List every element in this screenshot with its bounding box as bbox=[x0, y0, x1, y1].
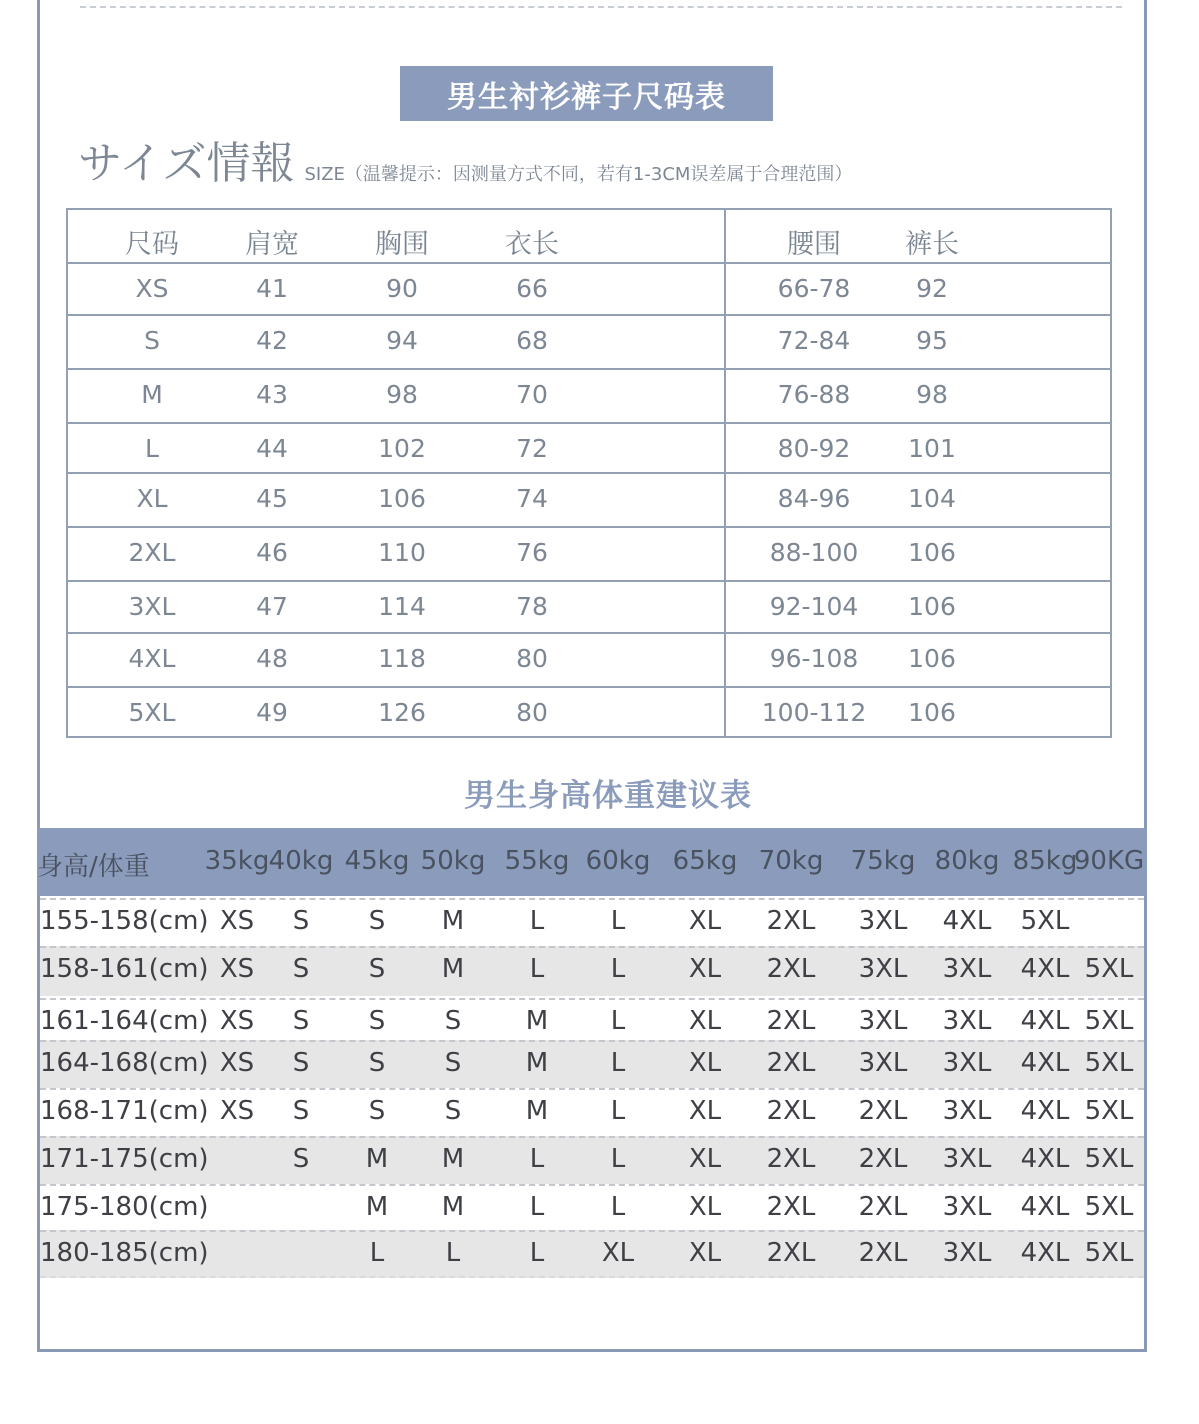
table-row bbox=[40, 1184, 1144, 1230]
size-cell: 2XL bbox=[858, 1096, 908, 1126]
height-range-label: 155-158(cm) bbox=[40, 906, 209, 936]
size-table-row bbox=[68, 316, 1110, 370]
size-cell: L bbox=[529, 1144, 545, 1174]
size-cell: 4XL bbox=[942, 906, 992, 936]
size-cell: 2XL bbox=[858, 1192, 908, 1222]
size-table-row bbox=[68, 370, 1110, 424]
size-cell: 3XL bbox=[942, 954, 992, 984]
size-cell: M bbox=[365, 1144, 389, 1174]
size-cell: S bbox=[368, 1006, 386, 1036]
column-header: 尺码 bbox=[125, 229, 179, 260]
table-cell: 66-78 bbox=[777, 274, 851, 303]
table-cell: 96-108 bbox=[769, 644, 859, 673]
table-cell: 106 bbox=[908, 592, 956, 621]
table-cell: 88-100 bbox=[769, 538, 859, 567]
size-cell: L bbox=[369, 1238, 385, 1268]
table-cell: S bbox=[144, 326, 160, 355]
table-cell: 94 bbox=[386, 326, 418, 355]
size-cell: 2XL bbox=[766, 1096, 816, 1126]
table-cell: 74 bbox=[516, 484, 548, 513]
size-cell: XL bbox=[688, 1144, 722, 1174]
size-cell: L bbox=[610, 1192, 626, 1222]
table-cell: 70 bbox=[516, 380, 548, 409]
table-cell: 92 bbox=[916, 274, 948, 303]
table-cell: XS bbox=[135, 274, 169, 303]
size-cell: 4XL bbox=[1020, 1048, 1070, 1078]
column-header: 35kg bbox=[204, 846, 270, 876]
size-info-note: SIZE（温馨提示：因测量方式不同，若有1-3CM误差属于合理范围） bbox=[304, 164, 853, 185]
size-cell: XL bbox=[688, 1048, 722, 1078]
size-cell: XL bbox=[688, 954, 722, 984]
column-header: 裤长 bbox=[905, 229, 959, 260]
column-header: 肩宽 bbox=[245, 229, 299, 260]
table-cell: 84-96 bbox=[777, 484, 851, 513]
column-header: 85kg bbox=[1012, 846, 1078, 876]
table-cell: 126 bbox=[378, 698, 426, 727]
column-header: 60kg bbox=[585, 846, 651, 876]
size-cell: 5XL bbox=[1084, 1144, 1134, 1174]
table-cell: 104 bbox=[908, 484, 956, 513]
size-cell: S bbox=[368, 906, 386, 936]
column-header: 胸围 bbox=[375, 229, 429, 260]
table-cell: 118 bbox=[378, 644, 426, 673]
height-range-label: 158-161(cm) bbox=[40, 954, 209, 984]
table-cell: 5XL bbox=[128, 698, 176, 727]
height-weight-title: 男生身高体重建议表 bbox=[464, 778, 752, 814]
table-cell: 95 bbox=[916, 326, 948, 355]
size-cell: S bbox=[368, 1096, 386, 1126]
size-cell: XL bbox=[688, 906, 722, 936]
column-header: 80kg bbox=[934, 846, 1000, 876]
size-cell: 4XL bbox=[1020, 1006, 1070, 1036]
size-cell: 3XL bbox=[942, 1048, 992, 1078]
height-range-label: 175-180(cm) bbox=[40, 1192, 209, 1222]
size-cell: 2XL bbox=[766, 954, 816, 984]
table-cell: 68 bbox=[516, 326, 548, 355]
column-header: 45kg bbox=[344, 846, 410, 876]
size-cell: L bbox=[529, 906, 545, 936]
table-cell: 106 bbox=[908, 538, 956, 567]
table-cell: 48 bbox=[256, 644, 288, 673]
size-cell: S bbox=[368, 1048, 386, 1078]
column-header: 40kg bbox=[268, 846, 334, 876]
table-row bbox=[40, 1230, 1144, 1278]
size-cell: L bbox=[445, 1238, 461, 1268]
size-cell: 2XL bbox=[858, 1238, 908, 1268]
table-cell: 100-112 bbox=[761, 698, 867, 727]
size-cell: M bbox=[441, 1192, 465, 1222]
size-cell: M bbox=[525, 1048, 549, 1078]
height-range-label: 164-168(cm) bbox=[40, 1048, 209, 1078]
table-cell: 98 bbox=[386, 380, 418, 409]
height-weight-header bbox=[37, 828, 1147, 896]
table-row bbox=[40, 1040, 1144, 1088]
title-banner-text: 男生衬衫裤子尺码表 bbox=[447, 79, 726, 115]
table-row bbox=[40, 946, 1144, 996]
table-cell: 41 bbox=[256, 274, 288, 303]
table-row bbox=[40, 898, 1144, 946]
size-cell: 4XL bbox=[1020, 1144, 1070, 1174]
table-cell: 78 bbox=[516, 592, 548, 621]
size-cell: 5XL bbox=[1084, 1096, 1134, 1126]
table-cell: 101 bbox=[908, 434, 956, 463]
size-cell: M bbox=[441, 1144, 465, 1174]
height-range-label: 168-171(cm) bbox=[40, 1096, 209, 1126]
size-cell: 2XL bbox=[766, 1048, 816, 1078]
table-cell: M bbox=[141, 380, 163, 409]
size-cell: 3XL bbox=[942, 1096, 992, 1126]
size-cell: M bbox=[441, 906, 465, 936]
size-cell: 5XL bbox=[1084, 1192, 1134, 1222]
table-row bbox=[40, 1136, 1144, 1184]
size-cell: 4XL bbox=[1020, 1192, 1070, 1222]
table-row bbox=[40, 998, 1144, 1040]
column-header: 衣长 bbox=[505, 229, 559, 260]
table-cell: 66 bbox=[516, 274, 548, 303]
size-cell: 2XL bbox=[766, 1192, 816, 1222]
size-cell: XS bbox=[219, 954, 255, 984]
table-cell: 76 bbox=[516, 538, 548, 567]
size-cell: 5XL bbox=[1084, 954, 1134, 984]
size-cell: 3XL bbox=[858, 906, 908, 936]
table-cell: 45 bbox=[256, 484, 288, 513]
column-header: 55kg bbox=[504, 846, 570, 876]
size-cell: S bbox=[444, 1096, 462, 1126]
size-cell: 3XL bbox=[942, 1192, 992, 1222]
size-cell: S bbox=[292, 1048, 310, 1078]
size-info-title: サイズ情報 bbox=[78, 138, 295, 189]
size-cell: 3XL bbox=[942, 1238, 992, 1268]
size-cell: L bbox=[610, 1006, 626, 1036]
table-cell: 72 bbox=[516, 434, 548, 463]
size-cell: S bbox=[292, 1144, 310, 1174]
table-cell: 90 bbox=[386, 274, 418, 303]
size-cell: XS bbox=[219, 906, 255, 936]
table-cell: 102 bbox=[378, 434, 426, 463]
column-header: 身高/体重 bbox=[37, 852, 150, 882]
size-cell: M bbox=[441, 954, 465, 984]
table-cell: 92-104 bbox=[769, 592, 859, 621]
size-table-row bbox=[68, 688, 1110, 738]
size-cell: S bbox=[368, 954, 386, 984]
size-cell: S bbox=[292, 1096, 310, 1126]
column-header: 90KG bbox=[1073, 846, 1145, 876]
table-cell: 2XL bbox=[128, 538, 176, 567]
table-cell: 49 bbox=[256, 698, 288, 727]
table-cell: XL bbox=[136, 484, 168, 513]
size-cell: S bbox=[444, 1048, 462, 1078]
table-cell: 44 bbox=[256, 434, 288, 463]
size-cell: 5XL bbox=[1084, 1006, 1134, 1036]
size-table-header bbox=[68, 210, 1110, 264]
table-cell: 80-92 bbox=[777, 434, 851, 463]
size-cell: L bbox=[610, 906, 626, 936]
size-table-row bbox=[68, 424, 1110, 474]
table-cell: 110 bbox=[378, 538, 426, 567]
size-cell: 2XL bbox=[766, 1238, 816, 1268]
table-cell: 106 bbox=[378, 484, 426, 513]
size-table-row bbox=[68, 634, 1110, 688]
size-cell: L bbox=[529, 954, 545, 984]
size-cell: 2XL bbox=[766, 1144, 816, 1174]
size-cell: XL bbox=[688, 1238, 722, 1268]
size-cell: 2XL bbox=[766, 1006, 816, 1036]
height-range-label: 171-175(cm) bbox=[40, 1144, 209, 1174]
size-cell: 3XL bbox=[858, 954, 908, 984]
column-header: 75kg bbox=[850, 846, 916, 876]
size-cell: 4XL bbox=[1020, 954, 1070, 984]
size-cell: XL bbox=[688, 1096, 722, 1126]
size-cell: XS bbox=[219, 1096, 255, 1126]
column-header: 70kg bbox=[758, 846, 824, 876]
size-cell: 4XL bbox=[1020, 1096, 1070, 1126]
table-cell: 42 bbox=[256, 326, 288, 355]
size-cell: 5XL bbox=[1020, 906, 1070, 936]
size-cell: 3XL bbox=[942, 1006, 992, 1036]
size-table bbox=[66, 208, 1112, 738]
size-cell: 5XL bbox=[1084, 1048, 1134, 1078]
table-cell: 80 bbox=[516, 644, 548, 673]
size-cell: 3XL bbox=[858, 1048, 908, 1078]
table-cell: 106 bbox=[908, 698, 956, 727]
size-cell: 3XL bbox=[858, 1006, 908, 1036]
table-cell: 106 bbox=[908, 644, 956, 673]
table-cell: 72-84 bbox=[777, 326, 851, 355]
table-cell: 47 bbox=[256, 592, 288, 621]
size-cell: 4XL bbox=[1020, 1238, 1070, 1268]
column-header: 50kg bbox=[420, 846, 486, 876]
height-range-label: 161-164(cm) bbox=[40, 1006, 209, 1036]
top-divider bbox=[80, 6, 1122, 8]
title-banner bbox=[400, 66, 773, 121]
size-cell: XL bbox=[688, 1006, 722, 1036]
size-cell: S bbox=[292, 906, 310, 936]
size-cell: 5XL bbox=[1084, 1238, 1134, 1268]
size-cell: L bbox=[529, 1192, 545, 1222]
size-cell: M bbox=[525, 1096, 549, 1126]
size-cell: XL bbox=[601, 1238, 635, 1268]
size-table-row bbox=[68, 474, 1110, 528]
size-cell: L bbox=[529, 1238, 545, 1268]
table-cell: 114 bbox=[378, 592, 426, 621]
size-cell: L bbox=[610, 1144, 626, 1174]
size-cell: L bbox=[610, 1096, 626, 1126]
column-header: 65kg bbox=[672, 846, 738, 876]
table-cell: 80 bbox=[516, 698, 548, 727]
size-cell: M bbox=[365, 1192, 389, 1222]
table-row bbox=[40, 1088, 1144, 1136]
size-info-heading bbox=[78, 138, 852, 190]
table-cell: 46 bbox=[256, 538, 288, 567]
size-table-row bbox=[68, 264, 1110, 316]
table-cell: 3XL bbox=[128, 592, 176, 621]
bottom-divider bbox=[40, 1276, 1144, 1278]
size-cell: 2XL bbox=[766, 906, 816, 936]
size-cell: 2XL bbox=[858, 1144, 908, 1174]
table-cell: 43 bbox=[256, 380, 288, 409]
size-cell: S bbox=[444, 1006, 462, 1036]
size-cell: L bbox=[610, 1048, 626, 1078]
size-cell: S bbox=[292, 954, 310, 984]
table-cell: 4XL bbox=[128, 644, 176, 673]
size-table-row bbox=[68, 582, 1110, 634]
size-cell: M bbox=[525, 1006, 549, 1036]
height-range-label: 180-185(cm) bbox=[40, 1238, 209, 1268]
size-cell: XS bbox=[219, 1006, 255, 1036]
table-cell: 98 bbox=[916, 380, 948, 409]
size-cell: L bbox=[610, 954, 626, 984]
table-cell: 76-88 bbox=[777, 380, 851, 409]
column-header: 腰围 bbox=[787, 229, 841, 260]
size-cell: S bbox=[292, 1006, 310, 1036]
size-table-row bbox=[68, 528, 1110, 582]
size-cell: XS bbox=[219, 1048, 255, 1078]
size-cell: XL bbox=[688, 1192, 722, 1222]
size-cell: 3XL bbox=[942, 1144, 992, 1174]
table-cell: L bbox=[145, 434, 159, 463]
